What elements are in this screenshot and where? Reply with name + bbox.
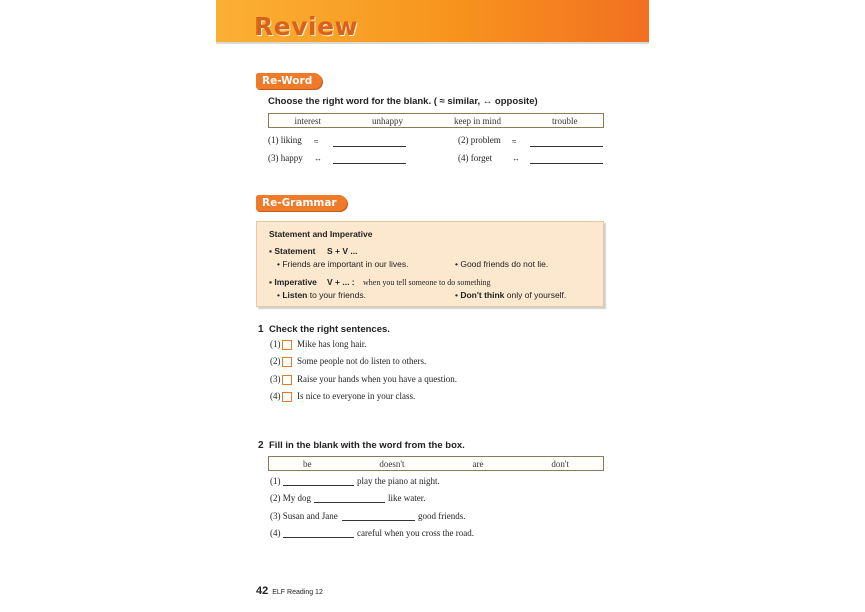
exercise-2-number: 2 — [258, 440, 264, 451]
exercise-2-title: Fill in the blank with the word from the box. — [269, 440, 465, 451]
reword-blank-3[interactable] — [333, 163, 406, 164]
worksheet-page — [216, 0, 649, 612]
exercise-2-blank-3[interactable] — [342, 520, 415, 521]
reword-item-3-label: (3) happy — [268, 153, 303, 163]
exercise-1-item-text: Some people not do listen to others. — [297, 356, 427, 366]
word-box-item: trouble — [552, 115, 578, 126]
statement-formula: S + V ... — [327, 246, 358, 256]
exercise-2-item-after: like water. — [388, 493, 426, 503]
opposite-symbol: ↔ — [314, 154, 322, 163]
exercise-1-item-num: (4) — [270, 391, 281, 401]
reword-tag: Re-Word — [256, 73, 322, 89]
exercise-2-item-before: (4) — [270, 528, 281, 538]
exercise-2-word-box — [268, 456, 604, 471]
exercise-2-item-before: (2) My dog — [270, 493, 311, 503]
exercise-2-item-after: careful when you cross the road. — [357, 528, 474, 538]
exercise-2-blank-4[interactable] — [283, 537, 354, 538]
exercise-2-item-before: (1) — [270, 476, 281, 486]
review-banner — [216, 0, 649, 44]
imperative-example-1: • Listen to your friends. — [277, 290, 366, 300]
checkbox[interactable] — [282, 357, 292, 367]
exercise-1-item-num: (3) — [270, 374, 281, 384]
page-number: 42 — [256, 585, 269, 597]
imperative-example-2: • Don't think only of yourself. — [455, 290, 567, 300]
imperative-example-1-verb: Listen — [282, 290, 308, 300]
reword-word-box — [268, 113, 604, 128]
exercise-1-number: 1 — [258, 324, 264, 335]
similar-symbol: ≈ — [512, 137, 517, 146]
statement-example-2: • Good friends do not lie. — [455, 259, 549, 269]
word-box-item: interest — [294, 115, 321, 126]
imperative-example-2-verb: Don't think — [460, 290, 505, 300]
exercise-1-item-num: (1) — [270, 339, 281, 349]
checkbox[interactable] — [282, 340, 292, 350]
opposite-symbol: ↔ — [512, 154, 520, 163]
reword-blank-1[interactable] — [333, 146, 406, 147]
exercise-2-item-before: (3) Susan and Jane — [270, 511, 338, 521]
checkbox[interactable] — [282, 375, 292, 385]
grammar-box-title: Statement and Imperative — [269, 229, 373, 239]
similar-symbol: ≈ — [314, 137, 319, 146]
grammar-box — [256, 221, 604, 307]
exercise-1-item-text: Mike has long hair. — [297, 339, 367, 349]
reword-instruction: Choose the right word for the blank. ( ≈ similar, ↔ opposite) — [268, 96, 538, 107]
reword-item-2-label: (2) problem — [458, 135, 501, 145]
word-box-item: unhappy — [372, 115, 403, 126]
exercise-1-item-text: Is nice to everyone in your class. — [297, 391, 416, 401]
word-box-item: don't — [551, 458, 570, 469]
reword-item-1-label: (1) liking — [268, 135, 302, 145]
reword-item-4-label: (4) forget — [458, 153, 493, 163]
exercise-1-title: Check the right sentences. — [269, 324, 390, 335]
imperative-example-1-rest: to your friends. — [307, 290, 366, 300]
reword-blank-2[interactable] — [530, 146, 603, 147]
word-box-item: are — [472, 458, 484, 469]
exercise-2-blank-1[interactable] — [283, 485, 354, 486]
exercise-2-blank-2[interactable] — [314, 502, 385, 503]
reword-blank-4[interactable] — [530, 163, 603, 164]
page-footer — [256, 585, 323, 597]
exercise-1-item-text: Raise your hands when you have a question. — [297, 374, 457, 384]
exercise-1-item-num: (2) — [270, 356, 281, 366]
statement-label: ▪ Statement — [269, 246, 316, 256]
exercise-2-item-after: good friends. — [418, 511, 466, 521]
word-box-item: be — [302, 458, 312, 469]
word-box-item: doesn't — [379, 458, 405, 469]
imperative-note: when you tell someone to do something — [363, 278, 491, 287]
book-title: ELF Reading 12 — [272, 589, 323, 596]
page-title: Review — [254, 12, 359, 41]
statement-example-1: • Friends are important in our lives. — [277, 259, 409, 269]
imperative-example-2-rest: only of yourself. — [504, 290, 567, 300]
checkbox[interactable] — [282, 392, 292, 402]
regrammar-tag: Re-Grammar — [256, 195, 347, 211]
imperative-formula: V + ... : — [327, 277, 355, 287]
exercise-2-item-after: play the piano at night. — [357, 476, 440, 486]
word-box-item: keep in mind — [454, 115, 501, 126]
imperative-label: ▪ Imperative — [269, 277, 317, 287]
